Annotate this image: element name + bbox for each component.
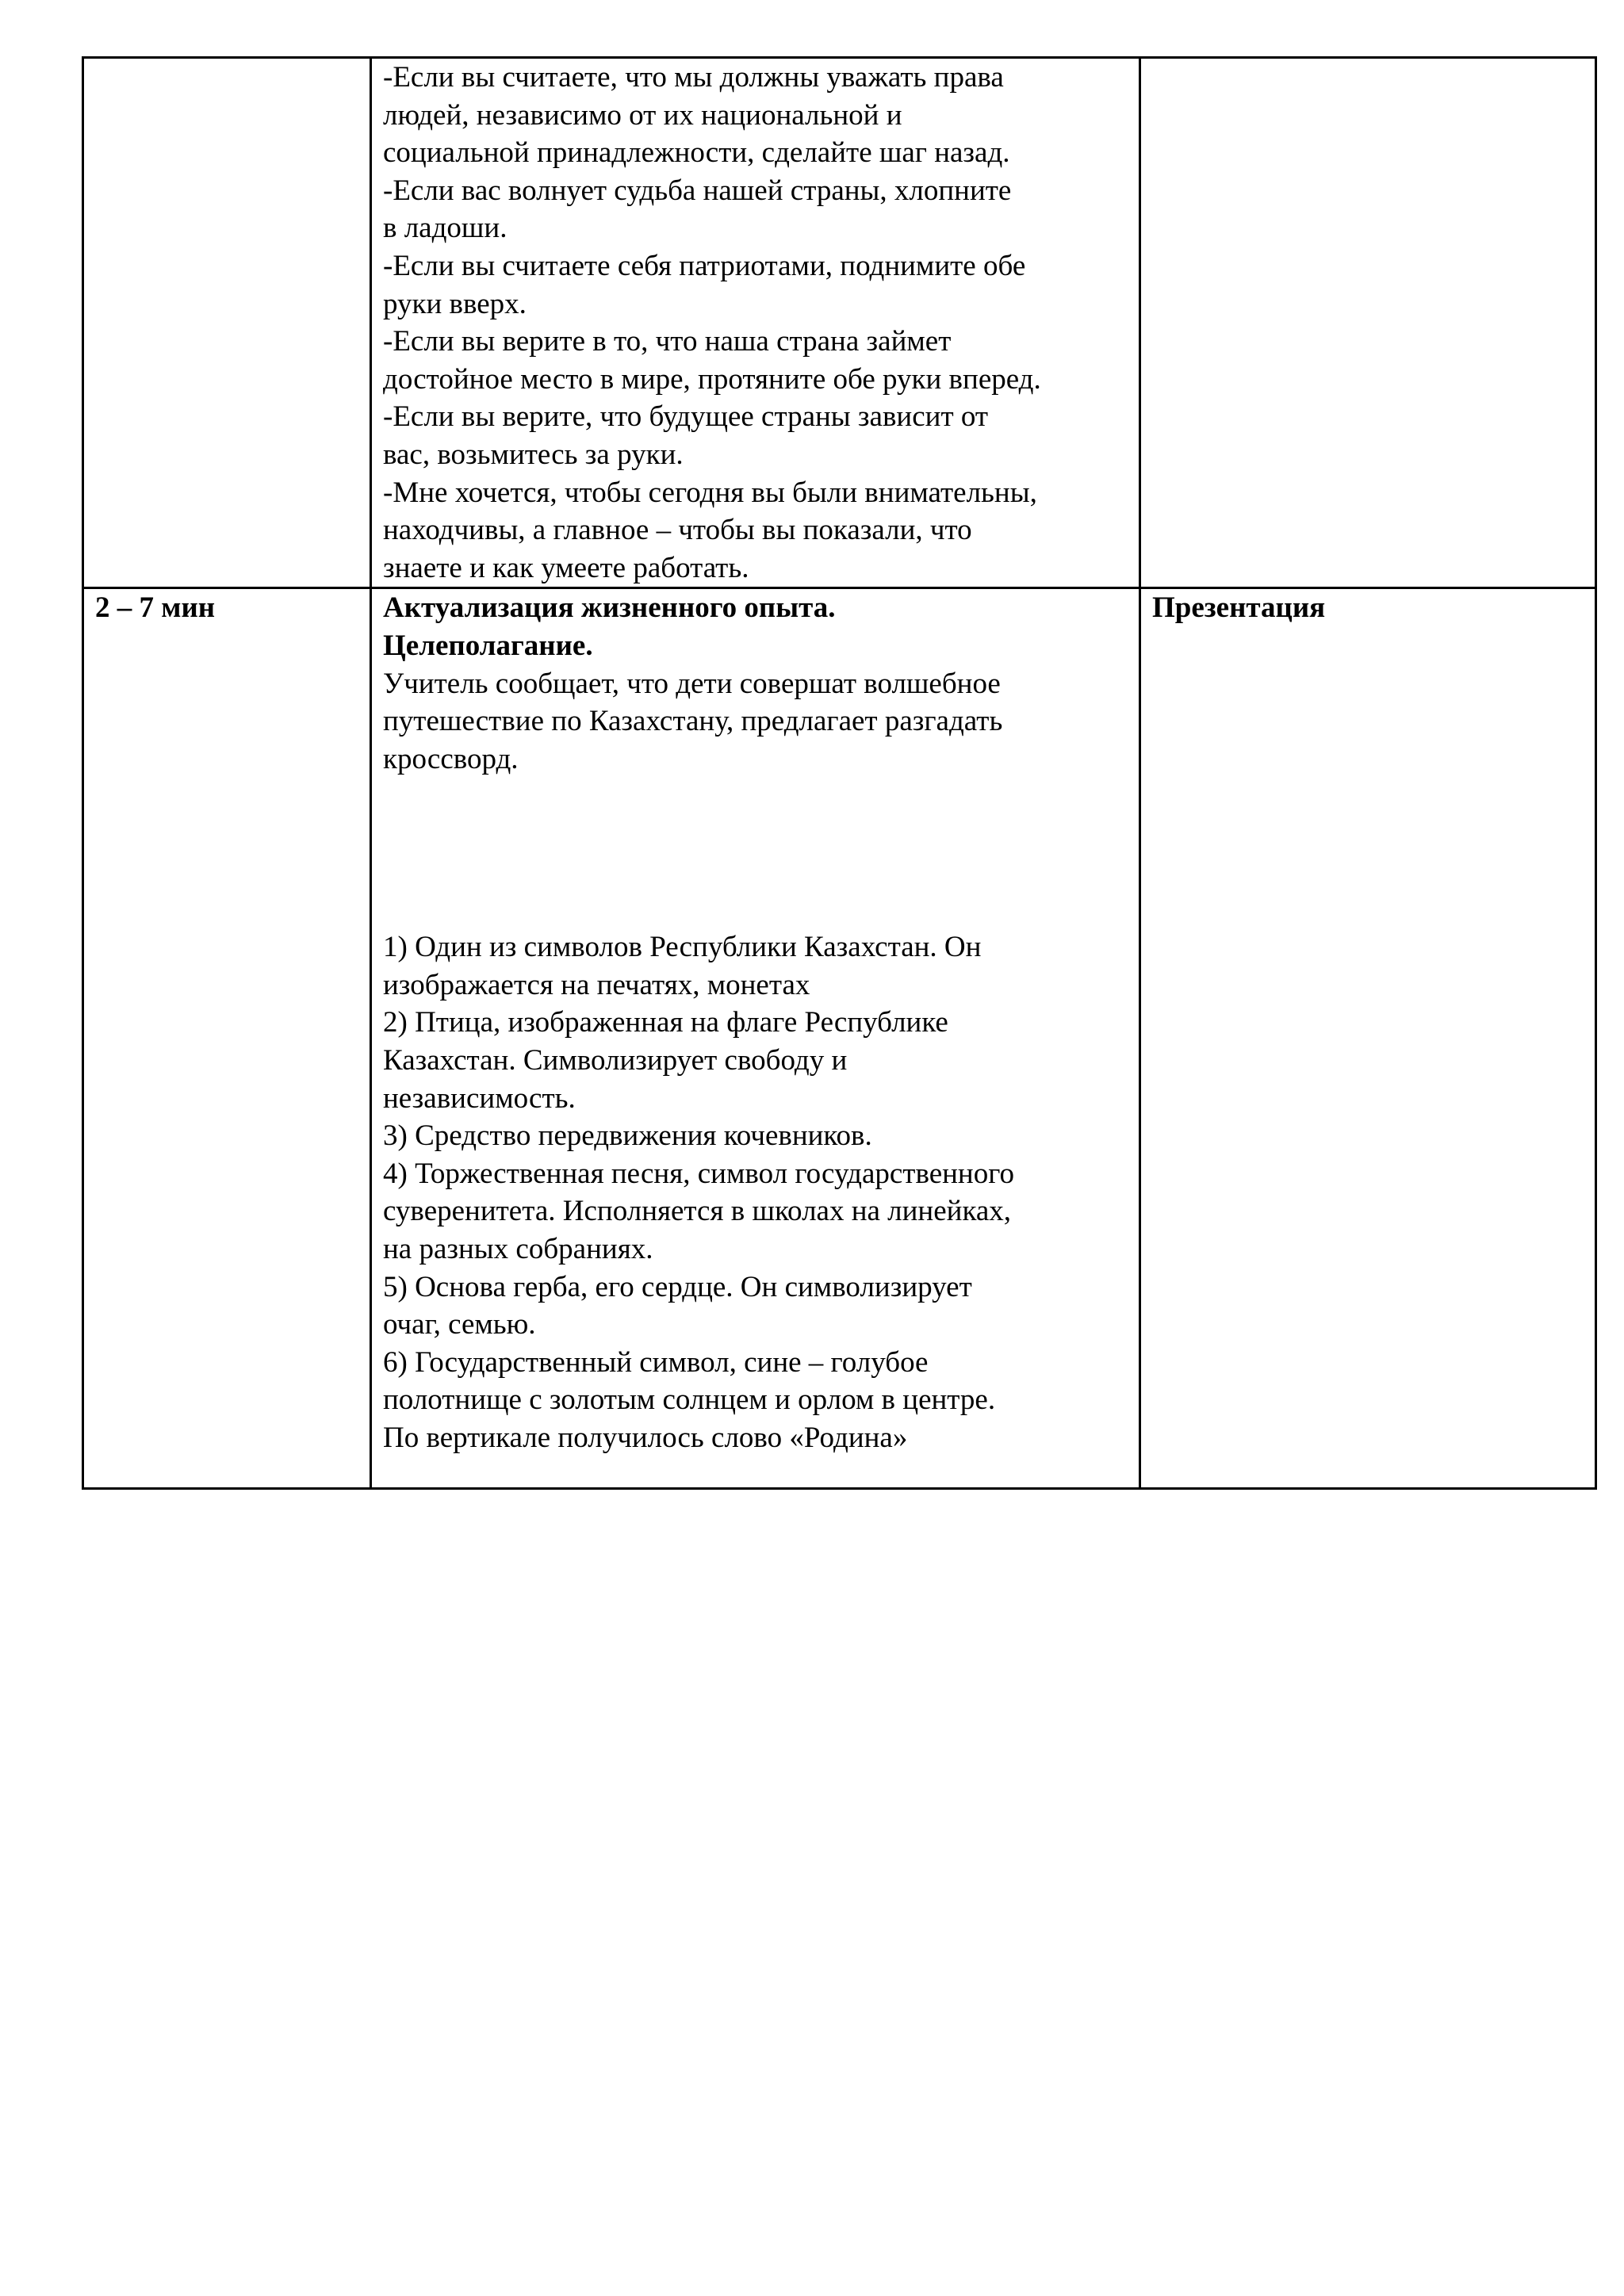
crossword-clue-line: суверенитета. Исполняется в школах на линейках, — [383, 1195, 1012, 1228]
crossword-space — [383, 778, 1128, 928]
time-cell: 2 – 7 мин — [83, 588, 371, 1489]
text-line: -Мне хочется, чтобы сегодня вы были внимательны, — [383, 476, 1037, 509]
table-row — [83, 588, 1596, 1489]
crossword-clue-line: на разных собраниях. — [383, 1233, 653, 1266]
time-cell — [83, 58, 371, 588]
text-line: -Если вы считаете себя патриотами, поднимите обе — [383, 249, 1026, 282]
text-line: кроссворд. — [383, 742, 519, 775]
text-line: знаете и как умеете работать. — [383, 551, 749, 584]
resources-cell: Презентация — [1140, 588, 1596, 1489]
crossword-clue-line: изображается на печатях, монетах — [383, 968, 810, 1001]
table-row — [83, 58, 1596, 588]
text-line: достойное место в мире, протяните обе руки вперед. — [383, 362, 1041, 396]
crossword-clue-line: очаг, семью. — [383, 1308, 536, 1341]
text-line: руки вверх. — [383, 287, 527, 320]
text-line: социальной принадлежности, сделайте шаг назад. — [383, 136, 1010, 170]
crossword-clue-line: полотнище с золотым солнцем и орлом в центре. — [383, 1383, 996, 1417]
text-line: Учитель сообщает, что дети совершат волшебное — [383, 667, 1001, 700]
crossword-clue-line: По вертикале получилось слово «Родина» — [383, 1422, 908, 1454]
text-line: -Если вас волнует судьба нашей страны, хлопните — [383, 174, 1012, 207]
text-line: людей, независимо от их национальной и — [383, 98, 902, 132]
crossword-clue-line: 4) Торжественная песня, символ государственного — [383, 1157, 1014, 1190]
content-cell — [371, 588, 1140, 1489]
section-heading: Целеполагание. — [383, 629, 593, 662]
resources-cell — [1140, 58, 1596, 588]
lesson-plan-table — [82, 56, 1597, 1490]
text-line: вас, возьмитесь за руки. — [383, 438, 684, 471]
text-line: -Если вы верите в то, что наша страна займет — [383, 325, 952, 358]
crossword-clue-line: 2) Птица, изображенная на флаге Республике — [383, 1006, 948, 1039]
text-line: находчивы, а главное – чтобы вы показали, что — [383, 514, 972, 547]
content-cell — [371, 58, 1140, 588]
text-line: путешествие по Казахстану, предлагает разгадать — [383, 705, 1003, 738]
section-heading: Актуализация жизненного опыта. — [383, 591, 836, 625]
crossword-clue-line: независимость. — [383, 1081, 576, 1115]
text-line: в ладоши. — [383, 212, 508, 245]
crossword-clue-line: 3) Средство передвижения кочевников. — [383, 1119, 872, 1153]
crossword-clue-line: 6) Государственный символ, сине – голубое — [383, 1345, 929, 1379]
crossword-clue-line: Казахстан. Символизирует свободу и — [383, 1044, 848, 1077]
text-line: -Если вы верите, что будущее страны зависит от — [383, 400, 989, 434]
text-line: -Если вы считаете, что мы должны уважать права — [383, 61, 1004, 94]
crossword-clue-line: 1) Один из символов Республики Казахстан. Он — [383, 931, 982, 964]
crossword-clue-line: 5) Основа герба, его сердце. Он символизирует — [383, 1270, 972, 1303]
